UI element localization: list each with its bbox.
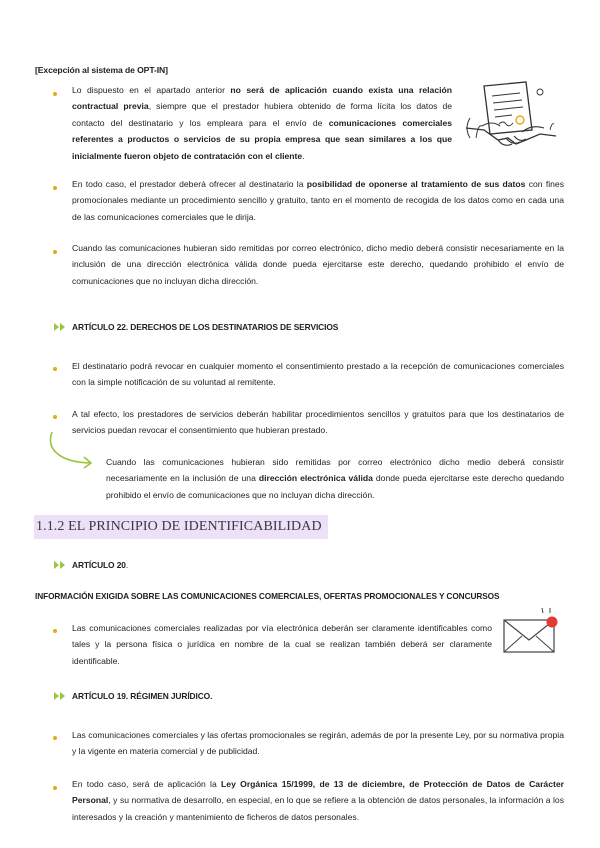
- article-19-heading: ARTÍCULO 19. RÉGIMEN JURÍDICO.: [72, 691, 213, 701]
- paragraph-simple-procedures: A tal efecto, los prestadores de servicios deberán habilitar procedimientos sencillos y gratuitos para que los destinatarios de servicios puedan revocar el consentimiento que hubieran prestado.: [72, 409, 564, 436]
- bullet-point: [53, 629, 57, 633]
- bullet-point: [53, 786, 57, 790]
- section-title: 1.1.2 EL PRINCIPIO DE IDENTIFICABILIDAD: [34, 515, 328, 539]
- text-run: Lo dispuesto en el apartado anterior: [72, 85, 231, 95]
- paragraph-opposition-right: [72, 176, 564, 225]
- text-run: .: [302, 150, 305, 161]
- bold-run: dirección electrónica válida: [258, 473, 373, 484]
- paragraph-legal-regime: Las comunicaciones comerciales y las ofertas promocionales se regirán, además de por la presente Ley, por su normativa propia y la vigente en materia comercial y de publicidad.: [72, 730, 564, 757]
- paragraph-indented-note: [106, 454, 564, 503]
- text-run: .: [125, 560, 129, 570]
- article-20-heading: [72, 560, 128, 570]
- text-run: En todo caso, será de aplicación la: [72, 779, 222, 789]
- text-run: donde pueda ejercitarse este derecho quedando prohibido el envío de comunicaciones que no incluyan dicha dirección.: [106, 473, 564, 500]
- paragraph-optin-exception: [72, 82, 452, 164]
- bold-run: no será de aplicación cuando exista una relación contractual previa: [72, 85, 452, 112]
- bold-run: Ley Orgánica 15/1999, de 13 de diciembre, de Protección de Datos de Carácter Personal: [72, 779, 564, 806]
- bullet-point: [53, 736, 57, 740]
- bullet-point: [53, 92, 57, 96]
- text-run: , siempre que el prestador hubiera obtenido de forma lícita los datos de contacto del destinatario y los empleara para el envío de: [72, 101, 453, 128]
- text-run: , y su normativa de desarrollo, en especial, en lo que se refiere a la obtención de datos personales, la información a los interesados y la creación y mantenimiento de ficheros de datos personales.: [72, 795, 564, 822]
- bullet-point: [53, 250, 57, 254]
- paragraph-data-protection: [72, 776, 564, 825]
- paragraph-identifiable: Las comunicaciones comerciales realizadas por vía electrónica deberán ser claramente identificables como tales y la persona física o jurídica en nombre de la cual se realizan también deberá ser claramente identificable.: [72, 623, 492, 666]
- article-22-heading: ARTÍCULO 22. DERECHOS DE LOS DESTINATARIOS DE SERVICIOS: [72, 322, 339, 332]
- text-run: Cuando las comunicaciones hubieran sido remitidas por correo electrónico dicho medio deberá consistir necesariamente en la inclusión de una: [106, 457, 564, 484]
- bold-run: posibilidad de oponerse al tratamiento de sus datos: [306, 179, 526, 189]
- bold-run: comunicaciones comerciales referentes a productos o servicios de su propia empresa que sean similares a los que inicialmente fueron objeto de contratación con el cliente: [72, 117, 453, 161]
- article-20-label: ARTÍCULO 20: [72, 560, 126, 570]
- email-envelope-icon: [498, 606, 562, 656]
- paragraph-email-address: Cuando las comunicaciones hubieran sido remitidas por correo electrónico, dicho medio deberá consistir necesariamente en la inclusión de una dirección electrónica válida donde pueda ejercitarse este derecho, quedando prohibido el envío de comunicaciones que no incluyan dicha dirección.: [72, 243, 564, 286]
- double-chevron-icon: [53, 322, 67, 332]
- paragraph-revoke-consent: El destinatario podrá revocar en cualquier momento el consentimiento prestado a la recepción de comunicaciones comerciales con la simple notificación de su voluntad al remitente.: [72, 361, 564, 388]
- contract-handshake-icon: [462, 78, 562, 156]
- text-run: En todo caso, el prestador deberá ofrecer al destinatario la: [72, 179, 307, 189]
- bullet-point: [53, 186, 57, 190]
- bullet-point: [53, 415, 57, 419]
- text-run: con fines promocionales mediante un procedimiento sencillo y gratuito, tanto en el momento de recogida de los datos como en cada una de las comunicaciones comerciales que le dirija.: [72, 179, 564, 222]
- bullet-point: [53, 367, 57, 371]
- info-heading: INFORMACIÓN EXIGIDA SOBRE LAS COMUNICACIONES COMERCIALES, OFERTAS PROMOCIONALES Y CONCURSOS: [35, 591, 500, 601]
- double-chevron-icon: [53, 560, 67, 570]
- curved-arrow-icon: [44, 430, 100, 470]
- intro-heading: [Excepción al sistema de OPT-IN]: [35, 65, 168, 75]
- double-chevron-icon: [53, 691, 67, 701]
